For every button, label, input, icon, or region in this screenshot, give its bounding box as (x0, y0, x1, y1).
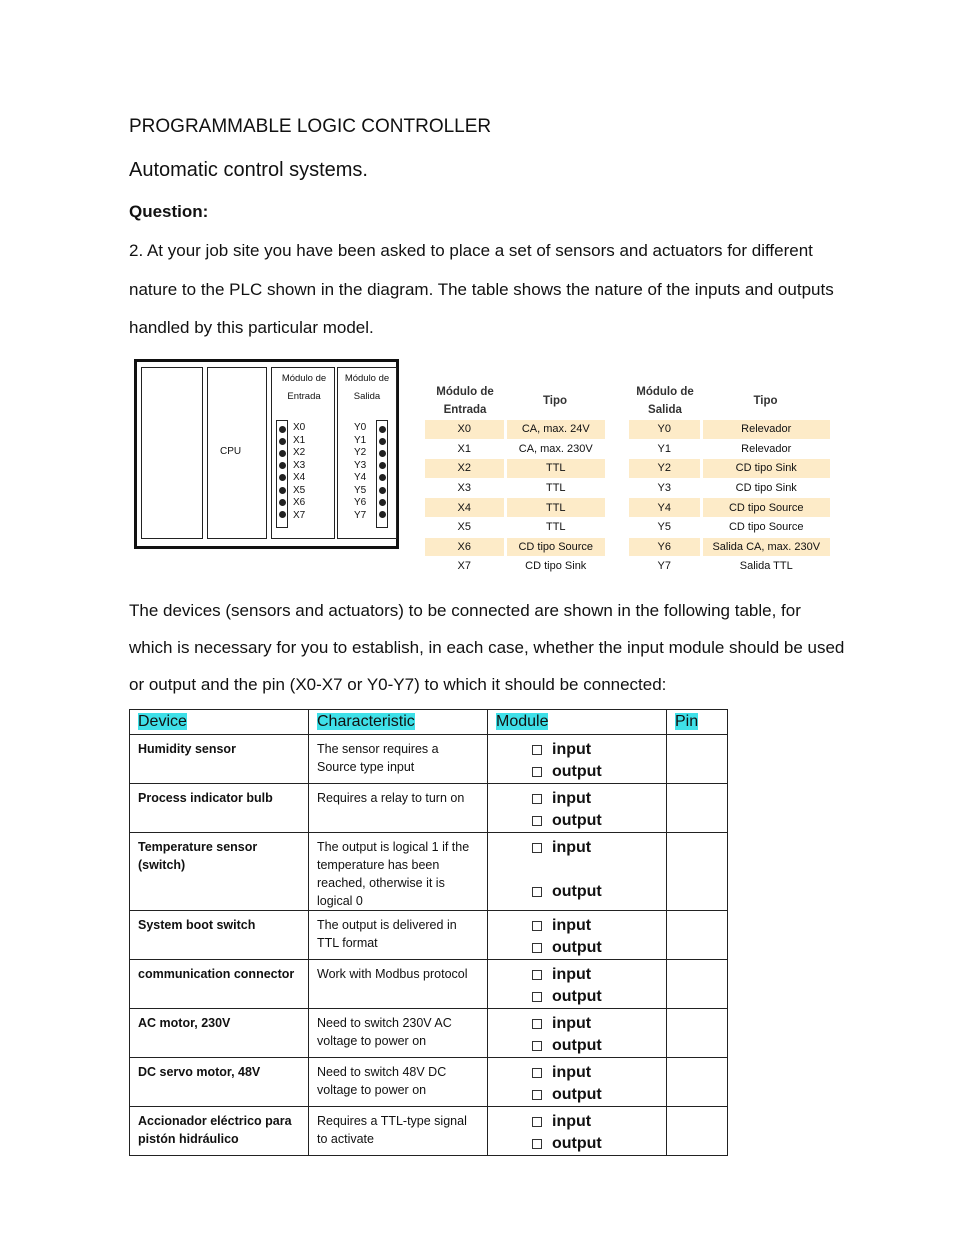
table-row (425, 537, 605, 557)
output-option[interactable] (532, 761, 666, 783)
input-option-label: input (552, 790, 592, 807)
checkbox[interactable] (532, 1090, 542, 1100)
output-pin-label: Y6 (354, 497, 367, 508)
input-option[interactable] (532, 837, 666, 859)
output-option-label: output (552, 1037, 602, 1054)
type-cell: Salida CA, max. 230V (701, 537, 830, 557)
type-cell: CA, max. 230V (505, 439, 605, 459)
table-row (629, 420, 830, 439)
type-cell: CD tipo Sink (701, 478, 830, 498)
type-cell: CD tipo Sink (505, 557, 605, 577)
output-pin-label: Y2 (354, 447, 367, 458)
checkbox[interactable] (532, 1019, 542, 1029)
table-row (425, 498, 605, 518)
table-row (629, 498, 830, 518)
device-cell: System boot switch (130, 911, 309, 960)
device-cell: communication connector (130, 960, 309, 1009)
type-cell: TTL (505, 478, 605, 498)
type-cell: Relevador (701, 420, 830, 439)
input-module-label: Módulo de Entrada (281, 373, 327, 402)
checkbox[interactable] (532, 970, 542, 980)
pin-answer-cell[interactable] (667, 1107, 728, 1156)
device-cell: Accionador eléctrico para pistón hidráulico (130, 1107, 309, 1156)
table-row (629, 478, 830, 498)
pin-cell: X2 (425, 459, 505, 479)
plc-diagram (134, 359, 399, 549)
input-option[interactable] (532, 788, 666, 810)
device-cell: Humidity sensor (130, 735, 309, 784)
module-cell (488, 735, 667, 784)
input-option[interactable] (532, 964, 666, 986)
header-characteristic: Characteristic (309, 710, 488, 735)
pin-answer-cell[interactable] (667, 1058, 728, 1107)
pin-cell: X3 (425, 478, 505, 498)
table-row (629, 537, 830, 557)
pin-cell: X4 (425, 498, 505, 518)
input-option-label: input (552, 1015, 592, 1032)
table-row (425, 557, 605, 577)
pin-answer-cell[interactable] (667, 735, 728, 784)
input-pin-label: X2 (293, 447, 306, 458)
input-terminal-strip (276, 420, 288, 528)
output-option[interactable] (532, 1133, 666, 1155)
type-cell: TTL (505, 517, 605, 537)
type-cell: TTL (505, 459, 605, 479)
table-row (629, 459, 830, 479)
plc-cpu-slot (207, 367, 267, 539)
table-row (130, 833, 728, 911)
input-pin-labels (293, 422, 305, 522)
device-cell: Process indicator bulb (130, 784, 309, 833)
output-pin-label: Y3 (354, 459, 367, 471)
instructions-paragraph: The devices (sensors and actuators) to be connected are shown in the following table, for which is necessary for you to establish, in each case, whether the input module should be used or output and the pin (X0-X7 or Y0-Y7) to which it should be connected: (129, 601, 845, 694)
table-row (425, 478, 605, 498)
table-row (629, 517, 830, 537)
table-row (130, 1058, 728, 1107)
output-pin-label: Y1 (354, 434, 367, 446)
module-cell (488, 1058, 667, 1107)
output-option[interactable] (532, 881, 666, 903)
table-row (425, 420, 605, 439)
input-option[interactable] (532, 1111, 666, 1133)
checkbox[interactable] (532, 992, 542, 1002)
device-cell: Temperature sensor (switch) (130, 833, 309, 911)
checkbox[interactable] (532, 1139, 542, 1149)
checkbox[interactable] (532, 943, 542, 953)
type-cell: CD tipo Source (701, 517, 830, 537)
input-pin-label: X0 (293, 422, 306, 433)
output-pin-label: Y0 (354, 422, 367, 433)
output-pin-labels (354, 422, 366, 522)
input-pin-label: X3 (293, 459, 306, 471)
characteristic-cell: The output is delivered in TTL format (309, 911, 488, 960)
checkbox[interactable] (532, 843, 542, 853)
table-row (629, 439, 830, 459)
characteristic-cell: Work with Modbus protocol (309, 960, 488, 1009)
checkbox[interactable] (532, 1068, 542, 1078)
module-cell (488, 1107, 667, 1156)
output-table-header-module: Módulo de Salida (636, 386, 694, 416)
module-cell (488, 911, 667, 960)
input-option[interactable] (532, 1062, 666, 1084)
output-option[interactable] (532, 937, 666, 959)
pin-cell: Y0 (629, 420, 701, 439)
input-option-label: input (552, 1113, 592, 1130)
input-module-table (425, 382, 605, 577)
output-pin-label: Y5 (354, 484, 367, 496)
question-paragraph: 2. At your job site you have been asked to place a set of sensors and actuators for different nature to the PLC shown in the diagram. The table shows the nature of the inputs and outputs handled by this particular model. (129, 241, 834, 337)
checkbox[interactable] (532, 816, 542, 826)
characteristic-cell: Need to switch 230V AC voltage to power on (309, 1009, 488, 1058)
checkbox[interactable] (532, 921, 542, 931)
checkbox[interactable] (532, 1041, 542, 1051)
pin-cell: X6 (425, 537, 505, 557)
input-pin-label: X1 (293, 434, 306, 446)
pin-answer-cell[interactable] (667, 833, 728, 911)
characteristic-cell: Need to switch 48V DC voltage to power on (309, 1058, 488, 1107)
table-row (629, 557, 830, 577)
type-cell: CD tipo Source (505, 537, 605, 557)
output-pin-label: Y7 (354, 509, 367, 521)
output-option-label: output (552, 939, 602, 956)
device-cell: DC servo motor, 48V (130, 1058, 309, 1107)
output-option-label: output (552, 812, 602, 829)
plc-output-module (337, 367, 397, 539)
device-cell: AC motor, 230V (130, 1009, 309, 1058)
checkbox[interactable] (532, 767, 542, 777)
input-option[interactable] (532, 915, 666, 937)
table-row (130, 735, 728, 784)
page-title: PROGRAMMABLE LOGIC CONTROLLER (129, 116, 492, 137)
pin-cell: X5 (425, 517, 505, 537)
question-label: Question: (129, 202, 209, 221)
input-option-label: input (552, 1064, 592, 1081)
input-table-header-type: Tipo (542, 395, 568, 407)
input-table-header-module: Módulo de Entrada (436, 386, 494, 416)
module-cell (488, 833, 667, 911)
output-table-header-type: Tipo (753, 395, 778, 407)
pin-cell: Y2 (629, 459, 701, 479)
header-pin: Pin (667, 710, 728, 735)
module-cell (488, 960, 667, 1009)
characteristic-cell: Requires a relay to turn on (309, 784, 488, 833)
output-option[interactable] (532, 1084, 666, 1106)
devices-table (129, 709, 728, 1156)
input-option-label: input (552, 917, 592, 934)
input-pin-label: X7 (293, 509, 306, 521)
input-option[interactable] (532, 1013, 666, 1035)
input-option-label: input (552, 839, 592, 856)
type-cell: Salida TTL (701, 557, 830, 577)
table-row (425, 517, 605, 537)
output-module-table (629, 382, 830, 577)
type-cell: Relevador (701, 439, 830, 459)
table-row (130, 960, 728, 1009)
module-cell (488, 1009, 667, 1058)
input-pin-label: X6 (293, 497, 306, 508)
cpu-label: CPU (220, 446, 242, 457)
type-cell: CA, max. 24V (505, 420, 605, 439)
table-row (130, 1009, 728, 1058)
pin-answer-cell[interactable] (667, 1009, 728, 1058)
checkbox[interactable] (532, 794, 542, 804)
pin-cell: Y3 (629, 478, 701, 498)
type-cell: CD tipo Sink (701, 459, 830, 479)
output-pin-label: Y4 (354, 472, 367, 483)
output-option-label: output (552, 988, 602, 1005)
output-option[interactable] (532, 1035, 666, 1057)
pin-answer-cell[interactable] (667, 784, 728, 833)
pin-cell: X0 (425, 420, 505, 439)
pin-cell: Y5 (629, 517, 701, 537)
table-row (130, 784, 728, 833)
header-device: Device (130, 710, 309, 735)
table-row (130, 911, 728, 960)
characteristic-cell: The output is logical 1 if the temperature has been reached, otherwise it is logical 0 (309, 833, 488, 911)
characteristic-cell: Requires a TTL-type signal to activate (309, 1107, 488, 1156)
checkbox[interactable] (532, 887, 542, 897)
plc-input-module (271, 367, 335, 539)
input-pin-label: X4 (293, 472, 306, 483)
characteristic-cell: The sensor requires a Source type input (309, 735, 488, 784)
header-module: Module (488, 710, 667, 735)
output-terminal-strip (376, 420, 388, 528)
pin-answer-cell[interactable] (667, 911, 728, 960)
pin-cell: Y7 (629, 557, 701, 577)
pin-cell: X1 (425, 439, 505, 459)
pin-cell: Y6 (629, 537, 701, 557)
output-option[interactable] (532, 986, 666, 1008)
type-cell: CD tipo Source (701, 498, 830, 518)
input-pin-label: X5 (293, 484, 306, 496)
table-row (425, 459, 605, 479)
pin-answer-cell[interactable] (667, 960, 728, 1009)
type-cell: TTL (505, 498, 605, 518)
output-option-label: output (552, 1086, 602, 1103)
output-option-label: output (552, 1135, 602, 1152)
pin-cell: X7 (425, 557, 505, 577)
input-option-label: input (552, 741, 592, 758)
table-row (425, 439, 605, 459)
checkbox[interactable] (532, 745, 542, 755)
module-cell (488, 784, 667, 833)
page-subtitle: Automatic control systems. (129, 159, 368, 181)
output-module-label: Módulo de Salida (344, 373, 390, 402)
table-row (130, 1107, 728, 1156)
input-option-label: input (552, 966, 592, 983)
plc-power-slot (141, 367, 203, 539)
checkbox[interactable] (532, 1117, 542, 1127)
output-option-label: output (552, 883, 602, 900)
input-option[interactable] (532, 739, 666, 761)
output-option-label: output (552, 763, 602, 780)
pin-cell: Y4 (629, 498, 701, 518)
output-option[interactable] (532, 810, 666, 832)
pin-cell: Y1 (629, 439, 701, 459)
